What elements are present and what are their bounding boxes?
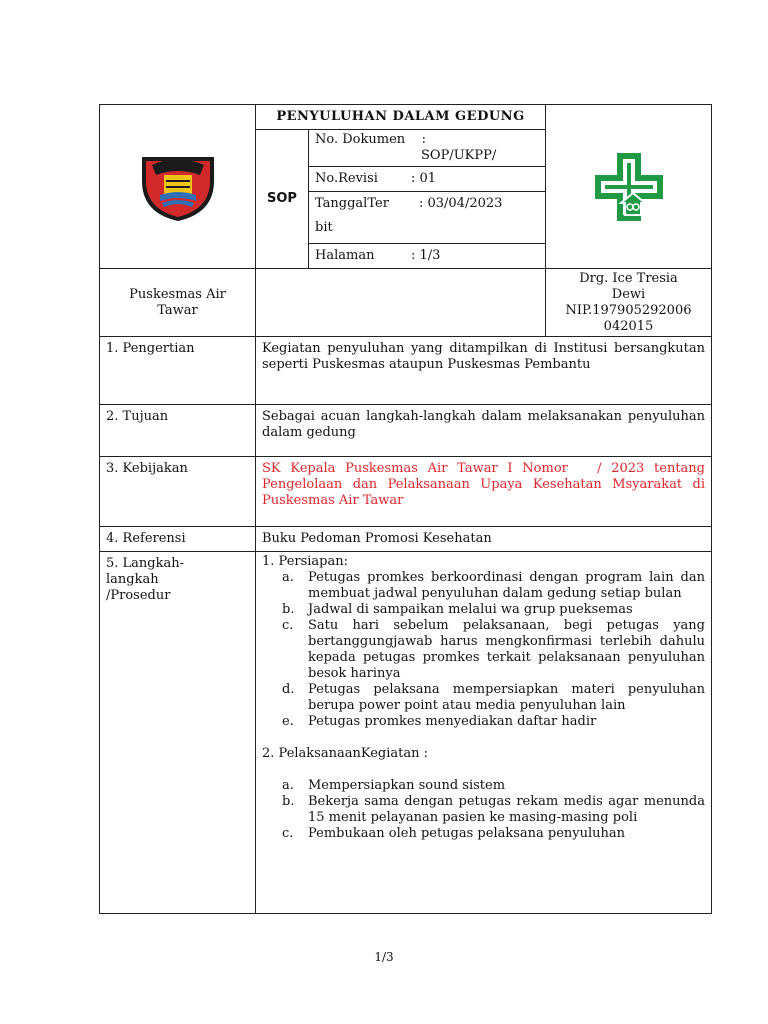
doc-number-label: No. Dokumen : [315, 132, 427, 147]
signer-nip-line2: 042015 [603, 318, 654, 334]
kebijakan-text: SK Kepala Puskesmas Air Tawar I Nomor / 2023 tentang Pengelolaan dan Pelaksanaan Upaya Kesehatan Msyarakat di Puskesmas Air Tawar [256, 457, 712, 527]
langkah-label-line1: 5. Langkah- [106, 556, 185, 571]
signer-name-line2: Dewi [611, 286, 646, 302]
list-item: e. Petugas promkes menyediakan daftar hadir [282, 714, 597, 729]
organization-name-cell [100, 269, 256, 337]
puskesmas-logo-cell [546, 105, 712, 269]
list-item: c. Pembukaan oleh petugas pelaksana penyuluhan [282, 826, 626, 841]
pengertian-text: Kegiatan penyuluhan yang ditampilkan di Institusi bersangkutan seperti Puskesmas ataupun Puskesmas Pembantu [256, 337, 712, 405]
kebijakan-label: 3. Kebijakan [100, 457, 256, 527]
organization-name-line1: Puskesmas Air [129, 286, 226, 302]
langkah-label-cell [100, 552, 256, 914]
doc-number-value: SOP/UKPP/ [421, 148, 497, 163]
revision-label: No.Revisi [315, 171, 378, 186]
persiapan-title: 1. Persiapan: [262, 554, 349, 569]
regional-emblem-icon [140, 151, 216, 223]
date-value: : 03/04/2023 [419, 196, 503, 211]
signer-cell [546, 269, 712, 337]
tujuan-label: 2. Tujuan [100, 405, 256, 457]
page-count-label: Halaman [315, 248, 375, 263]
blank-signature-cell [256, 269, 546, 337]
langkah-label-line2: langkah [106, 572, 159, 587]
persiapan-list [262, 570, 705, 730]
pelaksanaan-list [262, 778, 705, 842]
list-item: c. Satu hari sebelum pelaksanaan, begi petugas yang bertanggungjawab harus mengkonfirmasi terlebih dahulu kepada petugas promkes terkait pelaksanaan penyuluhan besok harinya [282, 618, 705, 681]
list-item: a. Mempersiapkan sound sistem [282, 778, 506, 793]
list-item: d. Petugas pelaksana mempersiapkan materi penyuluhan berupa power point atau media penyuluhan lain [282, 682, 705, 713]
page-count-value: : 1/3 [411, 248, 441, 263]
page-number-footer: 1/3 [374, 950, 394, 964]
referensi-text: Buku Pedoman Promosi Kesehatan [256, 527, 712, 552]
date-label-line2: bit [315, 220, 333, 235]
list-item: b. Bekerja sama dengan petugas rekam medis agar menunda 15 menit pelayanan pasien ke masing-masing poli [282, 794, 705, 825]
list-item: a. Petugas promkes berkoordinasi dengan program lain dan membuat jadwal penyuluhan dalam gedung setiap bulan [282, 570, 705, 601]
organization-name-line2: Tawar [157, 302, 198, 318]
langkah-label-line3: /Prosedur [106, 588, 171, 603]
date-label-line1: TanggalTer [315, 196, 389, 211]
sop-table [99, 104, 712, 914]
signer-name-line1: Drg. Ice Tresia [579, 270, 678, 286]
page-count-cell [309, 244, 546, 269]
regional-logo-cell [100, 105, 256, 269]
revision-value: : 01 [411, 171, 437, 186]
puskesmas-cross-icon [591, 149, 667, 225]
tujuan-text: Sebagai acuan langkah-langkah dalam melaksanakan penyuluhan dalam gedung [256, 405, 712, 457]
doc-number-cell [309, 130, 546, 167]
list-item: b. Jadwal di sampaikan melalui wa grup pueksemas [282, 602, 633, 617]
signer-nip-line1: NIP.197905292006 [565, 302, 692, 318]
pelaksanaan-title: 2. PelaksanaanKegiatan : [262, 746, 428, 761]
referensi-label: 4. Referensi [100, 527, 256, 552]
sop-label: SOP [256, 130, 309, 269]
revision-cell [309, 167, 546, 192]
procedure-content [256, 552, 712, 914]
date-cell [309, 192, 546, 244]
pengertian-label: 1. Pengertian [100, 337, 256, 405]
document-title: PENYULUHAN DALAM GEDUNG [256, 105, 546, 130]
